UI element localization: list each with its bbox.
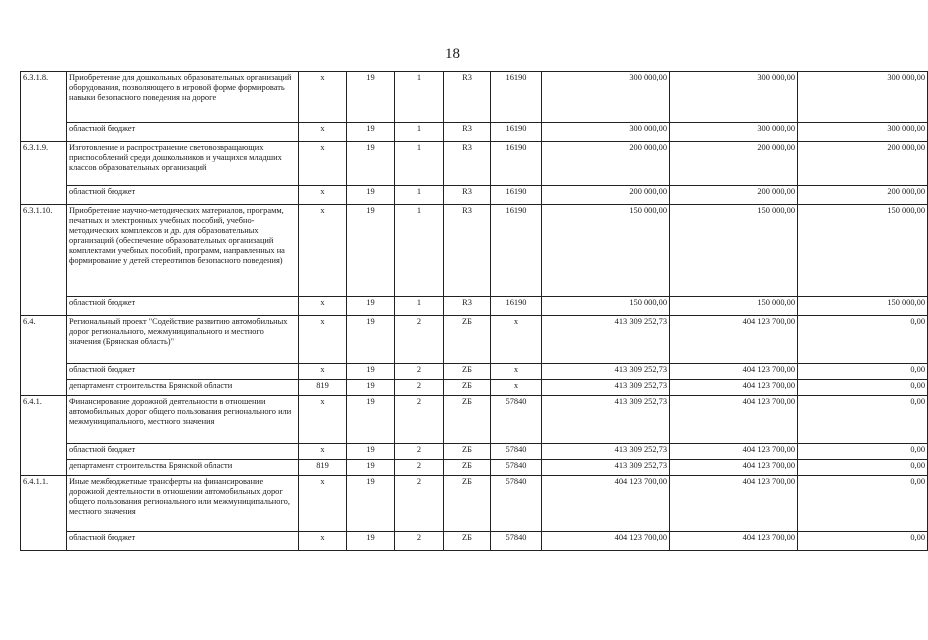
table-row <box>21 396 928 444</box>
cell-amount-2: 404 123 700,00 <box>670 460 798 476</box>
cell-amount-3: 0,00 <box>798 316 928 364</box>
cell-admin-code: х <box>299 396 347 444</box>
cell-amount-2: 404 123 700,00 <box>670 444 798 460</box>
table-row <box>21 123 928 142</box>
cell-amount-3: 300 000,00 <box>798 72 928 123</box>
cell-admin-code: х <box>299 186 347 205</box>
cell-project-code: ZБ <box>444 532 491 551</box>
cell-amount-1: 404 123 700,00 <box>542 532 670 551</box>
cell-direction-code: 57840 <box>491 476 542 532</box>
cell-name: Иные межбюджетные трансферты на финансирование дорожной деятельности в отношении автомобильных дорог общего пользования регионального или межмуниципального, местного значения <box>67 476 299 532</box>
cell-amount-2: 404 123 700,00 <box>670 316 798 364</box>
cell-amount-1: 200 000,00 <box>542 142 670 186</box>
table-row <box>21 364 928 380</box>
cell-amount-2: 404 123 700,00 <box>670 396 798 444</box>
cell-name: областной бюджет <box>67 364 299 380</box>
cell-amount-2: 300 000,00 <box>670 123 798 142</box>
cell-program-code: 19 <box>347 460 395 476</box>
cell-amount-1: 413 309 252,73 <box>542 316 670 364</box>
cell-direction-code: 57840 <box>491 444 542 460</box>
cell-amount-2: 300 000,00 <box>670 72 798 123</box>
table-body <box>21 72 928 551</box>
cell-name: областной бюджет <box>67 297 299 316</box>
cell-project-code: R3 <box>444 186 491 205</box>
cell-amount-1: 200 000,00 <box>542 186 670 205</box>
cell-code: 6.4.1.1. <box>21 476 67 551</box>
cell-program-code: 19 <box>347 364 395 380</box>
cell-direction-code: х <box>491 316 542 364</box>
cell-amount-3: 300 000,00 <box>798 123 928 142</box>
cell-amount-1: 413 309 252,73 <box>542 396 670 444</box>
table-row <box>21 297 928 316</box>
cell-amount-2: 150 000,00 <box>670 205 798 297</box>
cell-admin-code: 819 <box>299 460 347 476</box>
cell-direction-code: 16190 <box>491 142 542 186</box>
cell-amount-1: 150 000,00 <box>542 205 670 297</box>
cell-program-code: 19 <box>347 205 395 297</box>
cell-subprogram-code: 2 <box>395 460 444 476</box>
cell-subprogram-code: 1 <box>395 142 444 186</box>
cell-amount-3: 0,00 <box>798 476 928 532</box>
table-row <box>21 532 928 551</box>
cell-program-code: 19 <box>347 532 395 551</box>
cell-admin-code: х <box>299 532 347 551</box>
cell-amount-3: 0,00 <box>798 460 928 476</box>
cell-code: 6.3.1.8. <box>21 72 67 142</box>
cell-project-code: ZБ <box>444 476 491 532</box>
cell-amount-3: 0,00 <box>798 364 928 380</box>
cell-amount-1: 300 000,00 <box>542 72 670 123</box>
cell-amount-3: 150 000,00 <box>798 297 928 316</box>
cell-direction-code: 16190 <box>491 123 542 142</box>
cell-project-code: R3 <box>444 123 491 142</box>
cell-name: Изготовление и распространение световозвращающих приспособлений среди дошкольников и учащихся младших классов образовательных организаций <box>67 142 299 186</box>
cell-project-code: R3 <box>444 205 491 297</box>
cell-subprogram-code: 2 <box>395 316 444 364</box>
cell-project-code: R3 <box>444 72 491 123</box>
cell-admin-code: х <box>299 123 347 142</box>
cell-project-code: ZБ <box>444 364 491 380</box>
cell-amount-1: 150 000,00 <box>542 297 670 316</box>
cell-amount-3: 0,00 <box>798 380 928 396</box>
cell-name: департамент строительства Брянской области <box>67 460 299 476</box>
cell-admin-code: х <box>299 142 347 186</box>
cell-program-code: 19 <box>347 316 395 364</box>
cell-direction-code: х <box>491 380 542 396</box>
page-number: 18 <box>445 46 460 62</box>
cell-direction-code: 57840 <box>491 460 542 476</box>
cell-direction-code: 16190 <box>491 72 542 123</box>
cell-amount-3: 0,00 <box>798 396 928 444</box>
cell-name: Финансирование дорожной деятельности в отношении автомобильных дорог общего пользования регионального или межмуниципального, местного значения <box>67 396 299 444</box>
cell-project-code: ZБ <box>444 444 491 460</box>
cell-project-code: ZБ <box>444 460 491 476</box>
cell-program-code: 19 <box>347 72 395 123</box>
cell-amount-1: 413 309 252,73 <box>542 460 670 476</box>
table-row <box>21 186 928 205</box>
table-row <box>21 460 928 476</box>
table-row <box>21 142 928 186</box>
cell-name: Региональный проект "Содействие развитию автомобильных дорог регионального, межмуниципального и местного значения (Брянская область)" <box>67 316 299 364</box>
cell-name: областной бюджет <box>67 532 299 551</box>
cell-subprogram-code: 2 <box>395 380 444 396</box>
cell-amount-2: 404 123 700,00 <box>670 364 798 380</box>
cell-amount-1: 413 309 252,73 <box>542 380 670 396</box>
cell-code: 6.4.1. <box>21 396 67 476</box>
table-row <box>21 316 928 364</box>
cell-program-code: 19 <box>347 444 395 460</box>
cell-amount-2: 404 123 700,00 <box>670 476 798 532</box>
cell-project-code: R3 <box>444 297 491 316</box>
cell-name: Приобретение научно-методических материалов, программ, печатных и электронных учебных пособий, учебно-методических комплексов и др. для образовательных организаций (обеспечение образовательных организаций комплектами учебных пособий, программ, направленных на формирование у детей стереотипов безопасного поведения) <box>67 205 299 297</box>
cell-amount-1: 413 309 252,73 <box>542 444 670 460</box>
cell-admin-code: х <box>299 72 347 123</box>
cell-admin-code: х <box>299 476 347 532</box>
cell-program-code: 19 <box>347 380 395 396</box>
table-row <box>21 205 928 297</box>
cell-direction-code: х <box>491 364 542 380</box>
cell-subprogram-code: 1 <box>395 186 444 205</box>
cell-direction-code: 57840 <box>491 396 542 444</box>
cell-admin-code: х <box>299 364 347 380</box>
cell-direction-code: 16190 <box>491 186 542 205</box>
cell-code: 6.3.1.10. <box>21 205 67 316</box>
table-row <box>21 476 928 532</box>
cell-subprogram-code: 2 <box>395 476 444 532</box>
cell-amount-2: 150 000,00 <box>670 297 798 316</box>
table-row <box>21 72 928 123</box>
cell-name: областной бюджет <box>67 123 299 142</box>
cell-project-code: ZБ <box>444 316 491 364</box>
cell-project-code: ZБ <box>444 396 491 444</box>
cell-name: областной бюджет <box>67 186 299 205</box>
cell-project-code: R3 <box>444 142 491 186</box>
cell-program-code: 19 <box>347 396 395 444</box>
budget-table <box>20 71 928 551</box>
cell-program-code: 19 <box>347 297 395 316</box>
cell-amount-2: 200 000,00 <box>670 186 798 205</box>
cell-name: областной бюджет <box>67 444 299 460</box>
cell-project-code: ZБ <box>444 380 491 396</box>
cell-subprogram-code: 2 <box>395 396 444 444</box>
cell-subprogram-code: 1 <box>395 72 444 123</box>
cell-subprogram-code: 1 <box>395 205 444 297</box>
cell-direction-code: 57840 <box>491 532 542 551</box>
table-row <box>21 444 928 460</box>
cell-admin-code: х <box>299 316 347 364</box>
cell-subprogram-code: 2 <box>395 364 444 380</box>
cell-admin-code: 819 <box>299 380 347 396</box>
cell-amount-1: 404 123 700,00 <box>542 476 670 532</box>
cell-name: Приобретение для дошкольных образовательных организаций оборудования, позволяющего в игровой форме формировать навыки безопасного поведения на дороге <box>67 72 299 123</box>
cell-subprogram-code: 1 <box>395 297 444 316</box>
cell-amount-3: 150 000,00 <box>798 205 928 297</box>
cell-amount-1: 413 309 252,73 <box>542 364 670 380</box>
cell-program-code: 19 <box>347 186 395 205</box>
cell-admin-code: х <box>299 297 347 316</box>
cell-amount-2: 404 123 700,00 <box>670 380 798 396</box>
cell-amount-1: 300 000,00 <box>542 123 670 142</box>
cell-code: 6.3.1.9. <box>21 142 67 205</box>
cell-amount-3: 0,00 <box>798 532 928 551</box>
cell-amount-3: 200 000,00 <box>798 186 928 205</box>
cell-subprogram-code: 2 <box>395 444 444 460</box>
cell-program-code: 19 <box>347 142 395 186</box>
cell-name: департамент строительства Брянской области <box>67 380 299 396</box>
cell-program-code: 19 <box>347 476 395 532</box>
table-row <box>21 380 928 396</box>
cell-amount-2: 404 123 700,00 <box>670 532 798 551</box>
cell-direction-code: 16190 <box>491 205 542 297</box>
cell-admin-code: х <box>299 444 347 460</box>
cell-amount-3: 0,00 <box>798 444 928 460</box>
cell-code: 6.4. <box>21 316 67 396</box>
cell-amount-3: 200 000,00 <box>798 142 928 186</box>
cell-subprogram-code: 1 <box>395 123 444 142</box>
cell-direction-code: 16190 <box>491 297 542 316</box>
cell-program-code: 19 <box>347 123 395 142</box>
cell-subprogram-code: 2 <box>395 532 444 551</box>
cell-admin-code: х <box>299 205 347 297</box>
cell-amount-2: 200 000,00 <box>670 142 798 186</box>
